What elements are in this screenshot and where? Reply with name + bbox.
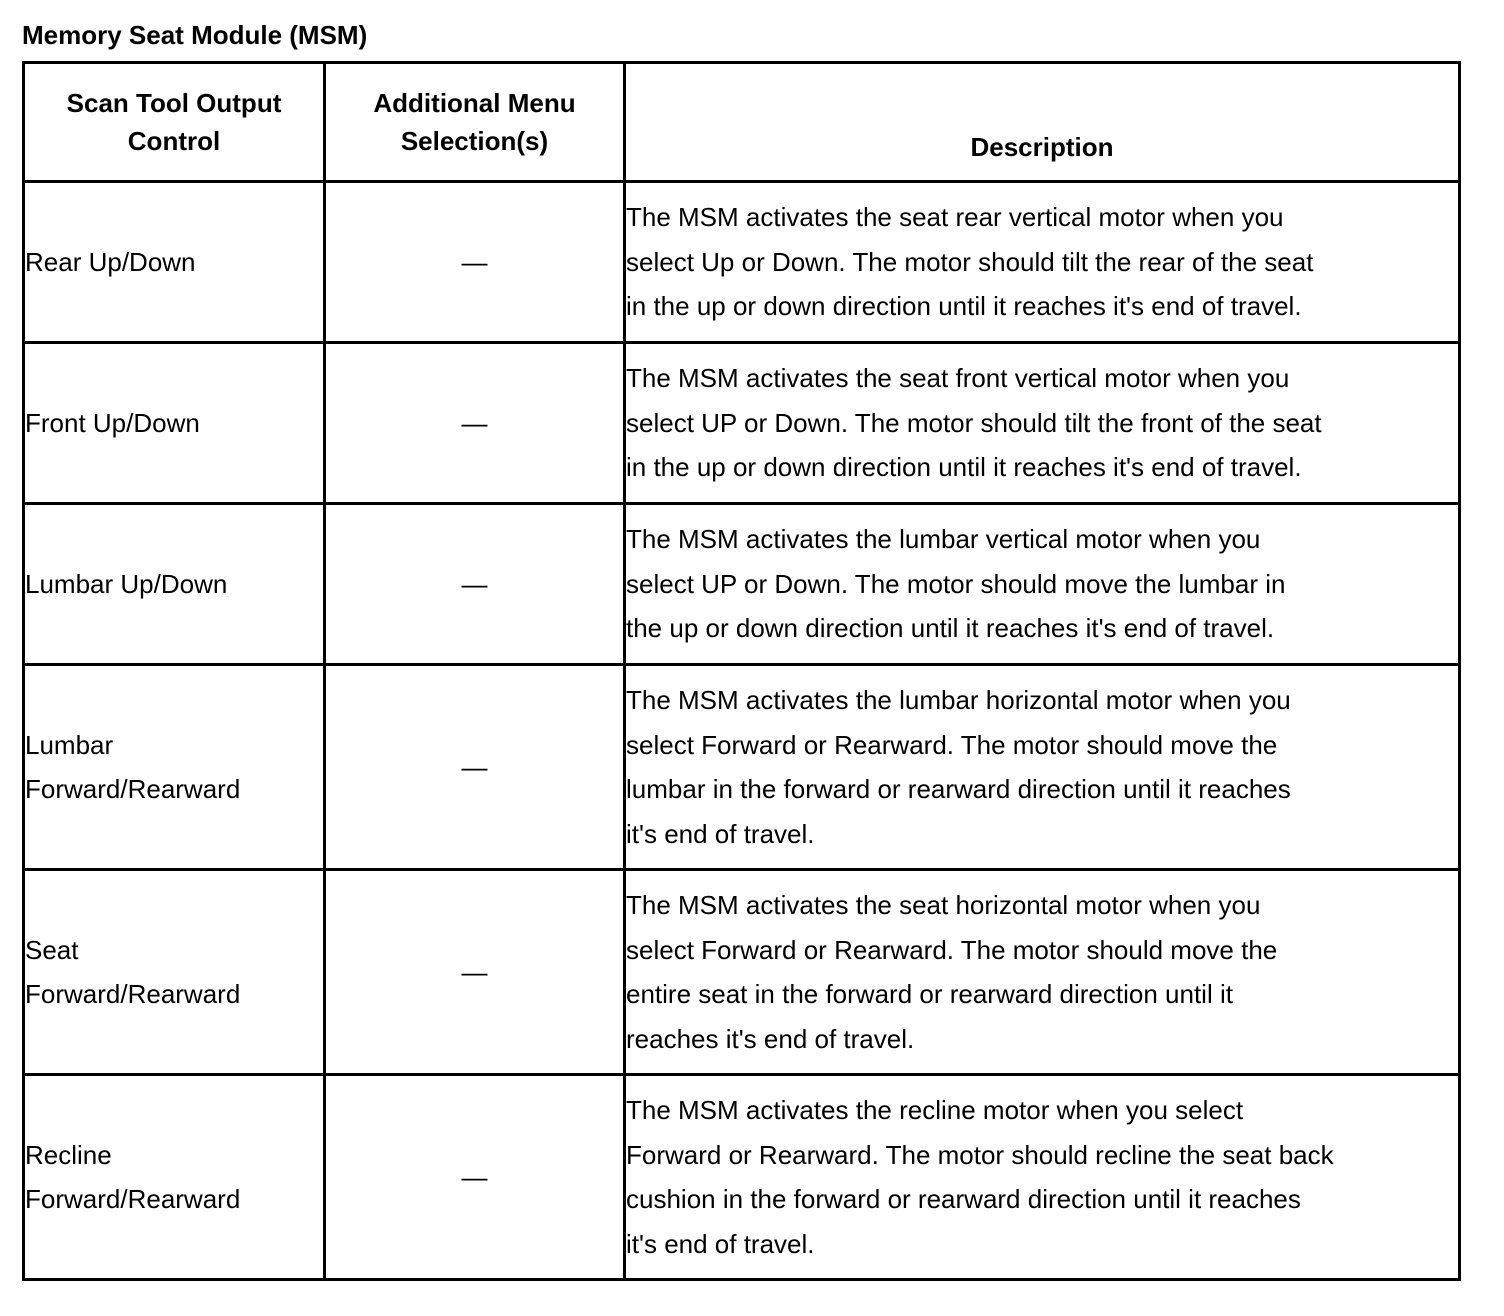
- description-line: select UP or Down. The motor should tilt the front of the seat: [626, 407, 1322, 438]
- description-line: the up or down direction until it reaches it's end of travel.: [626, 613, 1275, 644]
- description-line: select UP or Down. The motor should move the lumbar in: [626, 568, 1286, 599]
- control-line: Lumbar: [25, 729, 114, 760]
- header-line: Selection(s): [400, 126, 549, 156]
- control-cell: [24, 182, 325, 343]
- description-line: The MSM activates the seat rear vertical motor when you: [626, 202, 1284, 233]
- description-line: lumbar in the forward or rearward direction until it reaches: [626, 774, 1291, 804]
- description-line: The MSM activates the recline motor when you select: [626, 1095, 1244, 1125]
- document-title: Memory Seat Module (MSM): [22, 20, 368, 50]
- description-line: Forward or Rearward. The motor should recline the seat back: [626, 1139, 1334, 1170]
- description-cell: [625, 665, 1460, 870]
- table-row: [24, 343, 1460, 504]
- control-line: Forward/Rearward: [25, 774, 241, 804]
- table-row: [24, 504, 1460, 665]
- control-line: Seat: [25, 934, 79, 965]
- control-cell: [24, 1075, 325, 1280]
- table-row: [24, 1075, 1460, 1280]
- description-line: in the up or down direction until it reaches it's end of travel.: [626, 452, 1302, 483]
- control-cell: [24, 870, 325, 1075]
- control-cell: [24, 665, 325, 870]
- description-cell: [625, 1075, 1460, 1280]
- control-line: Rear Up/Down: [25, 246, 196, 277]
- description-line: The MSM activates the lumbar vertical motor when you: [626, 524, 1261, 555]
- control-cell: [24, 343, 325, 504]
- header-line: Control: [127, 126, 221, 156]
- header-description: [625, 63, 1460, 182]
- table-row: [24, 182, 1460, 343]
- header-line: Scan Tool Output: [66, 88, 282, 118]
- header-scan-tool-output-control: [24, 63, 325, 182]
- selection-cell: —: [325, 665, 625, 870]
- header-line: Additional Menu: [373, 88, 576, 118]
- selection-cell: —: [325, 504, 625, 665]
- selection-cell: —: [325, 1075, 625, 1280]
- control-line: Lumbar Up/Down: [25, 568, 228, 599]
- control-line: Front Up/Down: [25, 407, 200, 438]
- description-line: it's end of travel.: [626, 1228, 815, 1259]
- msm-output-control-table: [22, 61, 1461, 1281]
- description-cell: [625, 870, 1460, 1075]
- description-cell: [625, 343, 1460, 504]
- control-line: Recline: [25, 1139, 112, 1170]
- description-cell: [625, 182, 1460, 343]
- description-line: cushion in the forward or rearward direction until it reaches: [626, 1184, 1301, 1214]
- description-line: it's end of travel.: [626, 818, 815, 849]
- description-line: in the up or down direction until it reaches it's end of travel.: [626, 291, 1302, 322]
- control-line: Forward/Rearward: [25, 1184, 241, 1214]
- description-line: reaches it's end of travel.: [626, 1023, 915, 1054]
- control-line: Forward/Rearward: [25, 979, 241, 1009]
- header-line: Description: [970, 132, 1114, 162]
- description-line: The MSM activates the seat horizontal motor when you: [626, 890, 1261, 920]
- description-line: select Forward or Rearward. The motor should move the: [626, 934, 1278, 965]
- header-additional-menu-selections: [325, 63, 625, 182]
- control-cell: [24, 504, 325, 665]
- table-row: [24, 870, 1460, 1075]
- description-line: select Forward or Rearward. The motor should move the: [626, 729, 1278, 760]
- description-line: entire seat in the forward or rearward direction until it: [626, 979, 1233, 1009]
- description-line: The MSM activates the seat front vertical motor when you: [626, 363, 1290, 394]
- selection-cell: —: [325, 182, 625, 343]
- selection-cell: —: [325, 343, 625, 504]
- header-row: [24, 63, 1460, 182]
- description-cell: [625, 504, 1460, 665]
- description-line: The MSM activates the lumbar horizontal motor when you: [626, 685, 1291, 715]
- selection-cell: —: [325, 870, 625, 1075]
- description-line: select Up or Down. The motor should tilt the rear of the seat: [626, 246, 1314, 277]
- table-row: [24, 665, 1460, 870]
